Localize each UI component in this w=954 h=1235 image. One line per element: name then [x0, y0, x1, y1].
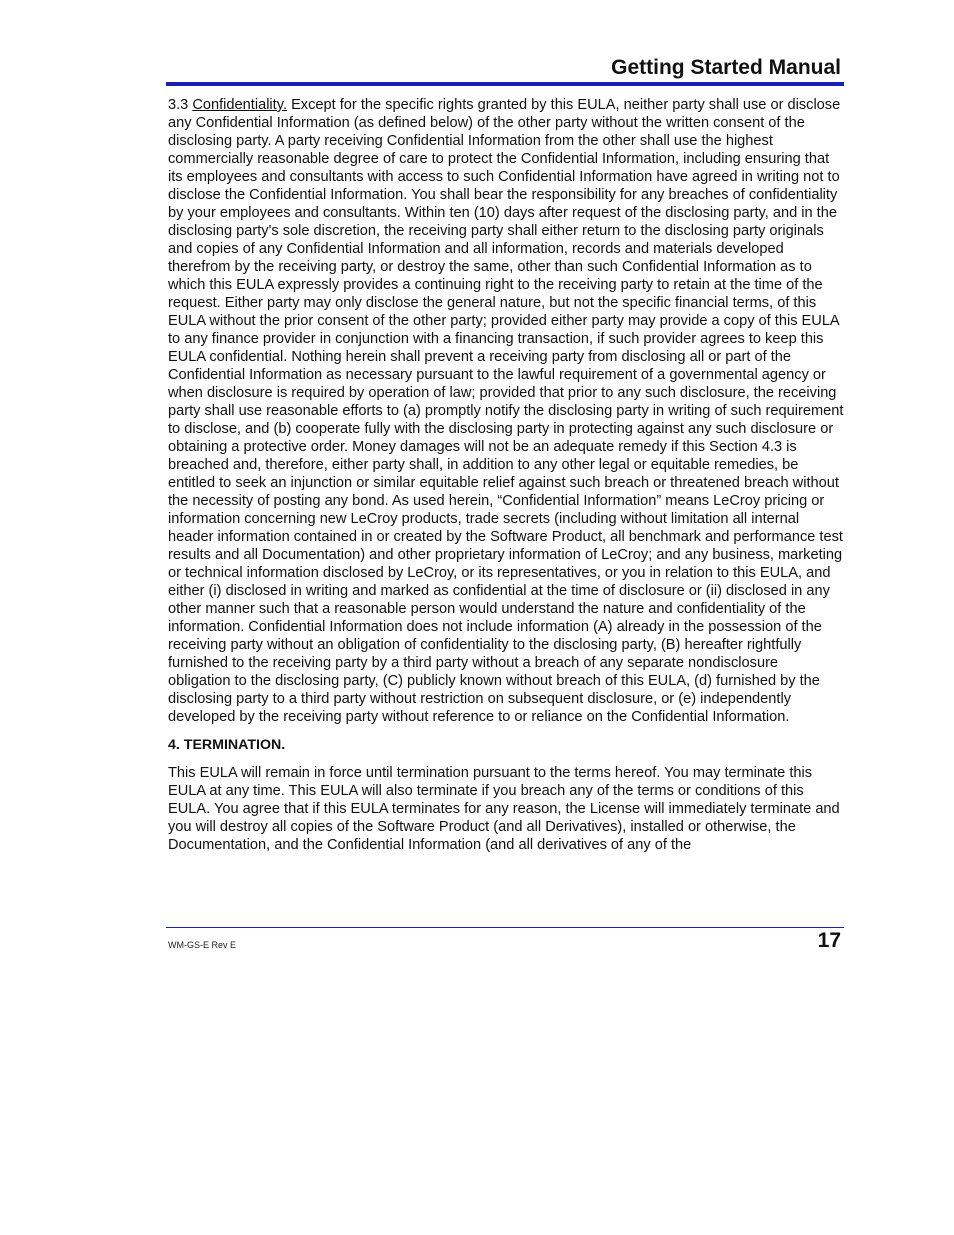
paragraph-termination: This EULA will remain in force until termination pursuant to the terms hereof. You may terminate this EULA at any time. This EULA will also terminate if you breach any of the terms or conditions of this EULA. You agree that if this EULA terminates for any reason, the License will immediately terminate and you will destroy all copies of the Software Product (and all Derivatives), installed or otherwise, the Documentation, and the Confidential Information (and all derivatives of any of the — [168, 765, 840, 853]
header-divider — [166, 82, 844, 86]
document-revision-code: WM-GS-E Rev E — [168, 940, 237, 950]
paragraph-text: Except for the specific rights granted by this EULA, neither party shall use or disclose any Confidential Information (as defined below) of the other party without the written consent of the disclosing party. A party receiving Confidential Information from the other shall use the highest commercially reasonable degree of care to protect the Confidential Information, including ensuring that its employees and consultants with access to such Confidential Information have agreed in writing not to disclose the Confidential Information. You shall bear the responsibility for any breaches of confidentiality by your employees and consultants. Within ten (10) days after request of the disclosing party, and in the disclosing party's sole discretion, the receiving party shall either return to the disclosing party originals and copies of any Confidential Information and all information, records and materials developed therefrom by the receiving party, or destroy the same, other than such Confidential Information as to which this EULA expressly provides a continuing right to the receiving party to retain at the time of the request. Either party may only disclose the general nature, but not the specific financial terms, of this EULA without the prior consent of the other party; provided either party may provide a copy of this EULA to any finance provider in conjunction with a financing transaction, if such provider agrees to keep this EULA confidential. Nothing herein shall prevent a receiving party from disclosing all or part of the Confidential Information as necessary pursuant to the lawful requirement of a governmental agency or when disclosure is required by operation of law; provided that prior to any such disclosure, the receiving party shall use reasonable efforts to (a) promptly notify the disclosing party in writing of such requirement to disclose, and (b) cooperate fully with the disclosing party in protecting against any such disclosure or obtaining a protective order. Money damages will not be an adequate remedy if this Section 4.3 is breached and, therefore, either party shall, in addition to any other legal or equitable remedies, be entitled to seek an injunction or similar equitable relief against such breach or threatened breach without the necessity of posting any bond. As used herein, “Confidential Information” means LeCroy pricing or information concerning new LeCroy products, trade secrets (including without limitation all internal header information contained in or created by the Software Product, all benchmark and performance test results and all Documentation) and other proprietary information of LeCroy; and any business, marketing or technical information disclosed by LeCroy, or its representatives, or you in relation to this EULA, and either (i) disclosed in writing and marked as confidential at the time of disclosure or (ii) disclosed in any other manner such that a reasonable person would understand the nature and confidentiality of the information. Confidential Information does not include information (A) already in the possession of the receiving party without an obligation of confidentiality to the disclosing party, (B) hereafter rightfully furnished to the receiving party by a third party without a breach of any separate nondisclosure obligation to the disclosing party, (C) publicly known without breach of this EULA, (d) furnished by the disclosing party to a third party without restriction on subsequent disclosure, or (e) independently developed by the receiving party without reference to or reliance on the Confidential Information. — [168, 97, 844, 725]
section-heading-termination: 4. TERMINATION. — [168, 737, 286, 753]
footer-divider — [166, 927, 844, 928]
section-number: 3.3 — [168, 97, 189, 113]
page-header-title: Getting Started Manual — [611, 56, 841, 79]
document-body — [168, 96, 844, 864]
section-heading-confidentiality: Confidentiality. — [192, 97, 287, 113]
paragraph-confidentiality — [168, 96, 844, 726]
page-number: 17 — [817, 929, 841, 952]
